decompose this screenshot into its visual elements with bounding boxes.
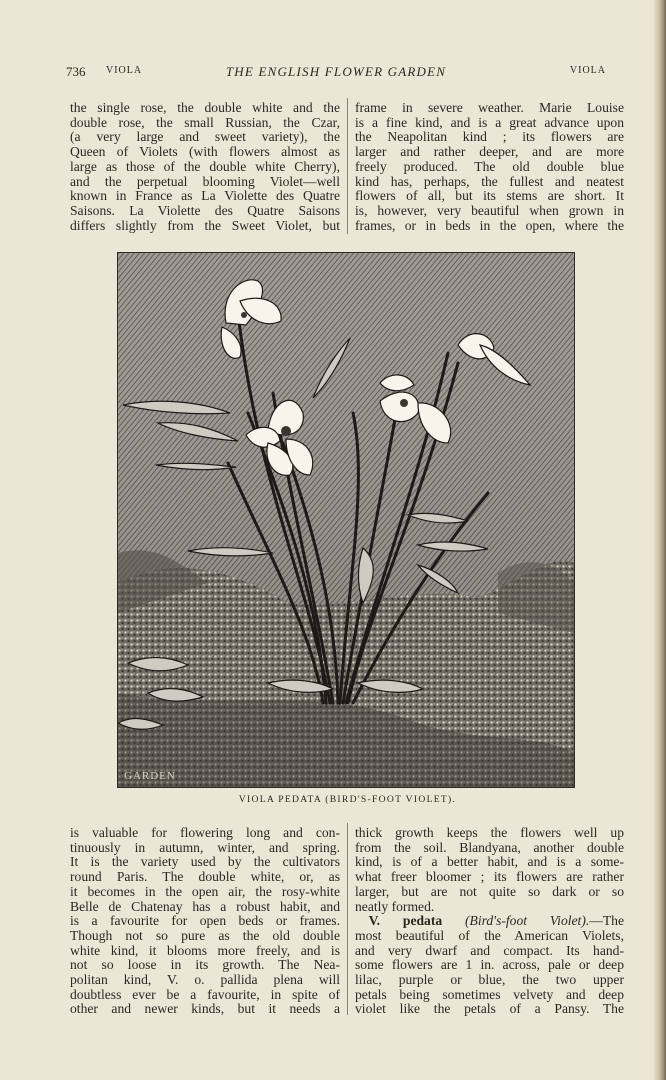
bottom-left-column — [70, 826, 340, 1017]
text-line: some flowers are 1 in. across, pale or deep — [355, 957, 624, 973]
engraver-signature: GARDEN — [124, 770, 176, 782]
text-line: and very dwarf and compact. Its hand- — [355, 942, 624, 958]
text-line: politan kind, V. o. pallida plena will — [70, 972, 340, 988]
bottom-right-column — [355, 826, 624, 1017]
text-line: known in France as La Violette des Quatre — [70, 188, 340, 204]
text-line: double rose, the small Russian, the Czar, — [70, 114, 340, 130]
text-line: doubtless ever be a favourite, in spite of — [70, 986, 340, 1002]
running-header — [66, 64, 606, 80]
text-line: larger, but are not quite so dark or so — [355, 883, 624, 899]
text-line: larger and rather deeper, and are more — [355, 144, 624, 160]
heading-dash: —The — [589, 913, 624, 929]
text-line: kind, is of a better habit, and is a some- — [355, 854, 624, 870]
header-keyword-left: VIOLA — [106, 65, 143, 76]
text-line: round Paris. The double white, or, as — [70, 869, 340, 885]
text-line: neatly formed. — [355, 898, 435, 914]
text-line: Belle de Chatenay has a robust habit, and — [70, 898, 340, 914]
text-line: the Neapolitan kind ; its flowers are — [355, 129, 624, 145]
text-line: frame in severe weather. Marie Louise — [355, 100, 624, 115]
text-line: most beautiful of the American Violets, — [355, 927, 624, 943]
text-line: the single rose, the double white and the — [70, 100, 340, 115]
text-line: petals being sometimes velvety and deep — [355, 986, 624, 1002]
text-line: is valuable for flowering long and con- — [70, 825, 340, 840]
book-title: THE ENGLISH FLOWER GARDEN — [225, 64, 447, 79]
text-line: large as those of the double white Cherry), — [70, 158, 340, 174]
common-name: (Bird's-foot Violet). — [464, 913, 590, 929]
text-line: violet like the petals of a Pansy. The — [355, 1001, 624, 1017]
text-line: tinuously in autumn, winter, and spring. — [70, 839, 340, 855]
header-keyword-right: VIOLA — [569, 65, 606, 76]
text-line: white kind, it blooms more freely, and is — [70, 942, 340, 958]
text-line: Saisons. La Violette des Quatre Saisons — [70, 202, 340, 218]
species-name: V. pedata — [368, 913, 443, 929]
text-line: is, however, very beautiful when grown in — [355, 202, 624, 218]
text-line: Though not so pure as the old double — [70, 927, 340, 943]
text-line: flowers of all, but its stems are short. It — [355, 188, 624, 204]
text-line: other and newer kinds, but it needs a — [70, 1001, 340, 1017]
figure-caption: VIOLA PEDATA (BIRD'S-FOOT VIOLET). — [238, 794, 457, 805]
text-line: from the soil. Blandyana, another double — [355, 839, 624, 855]
text-line: it becomes in the open air, the rosy-white — [70, 883, 340, 899]
text-line: is a favourite for open beds or frames. — [70, 913, 340, 929]
text-line: It is the variety used by the cultivators — [70, 854, 340, 870]
text-line: not so loose in its growth. The Nea- — [70, 957, 340, 973]
column-rule-top — [347, 98, 348, 234]
text-line: freely produced. The old double blue — [355, 158, 624, 174]
text-line: kind has, perhaps, the fullest and neatest — [355, 173, 624, 189]
page-edge-shadow — [654, 0, 666, 1080]
column-rule-bottom — [347, 823, 348, 1015]
text-line: thick growth keeps the flowers well up — [355, 825, 624, 840]
text-line: is a fine kind, and is a great advance upon — [355, 114, 624, 130]
text-line: what freer bloomer ; its flowers are rather — [355, 869, 624, 885]
pedata-entry-heading — [355, 914, 624, 929]
page-number: 736 — [66, 64, 86, 79]
text-line: lilac, purple or blue, the two upper — [355, 972, 624, 988]
text-line: frames, or in beds in the open, where the — [355, 217, 624, 233]
engraving-illustration — [117, 252, 575, 788]
top-right-column — [355, 101, 624, 233]
text-line: (a very large and sweet variety), the — [70, 129, 340, 145]
text-line: and the perpetual blooming Violet—well — [70, 173, 340, 189]
text-line: Queen of Violets (with flowers almost as — [70, 144, 340, 160]
text-line: differs slightly from the Sweet Violet, but — [70, 217, 340, 233]
top-left-column — [70, 101, 340, 233]
